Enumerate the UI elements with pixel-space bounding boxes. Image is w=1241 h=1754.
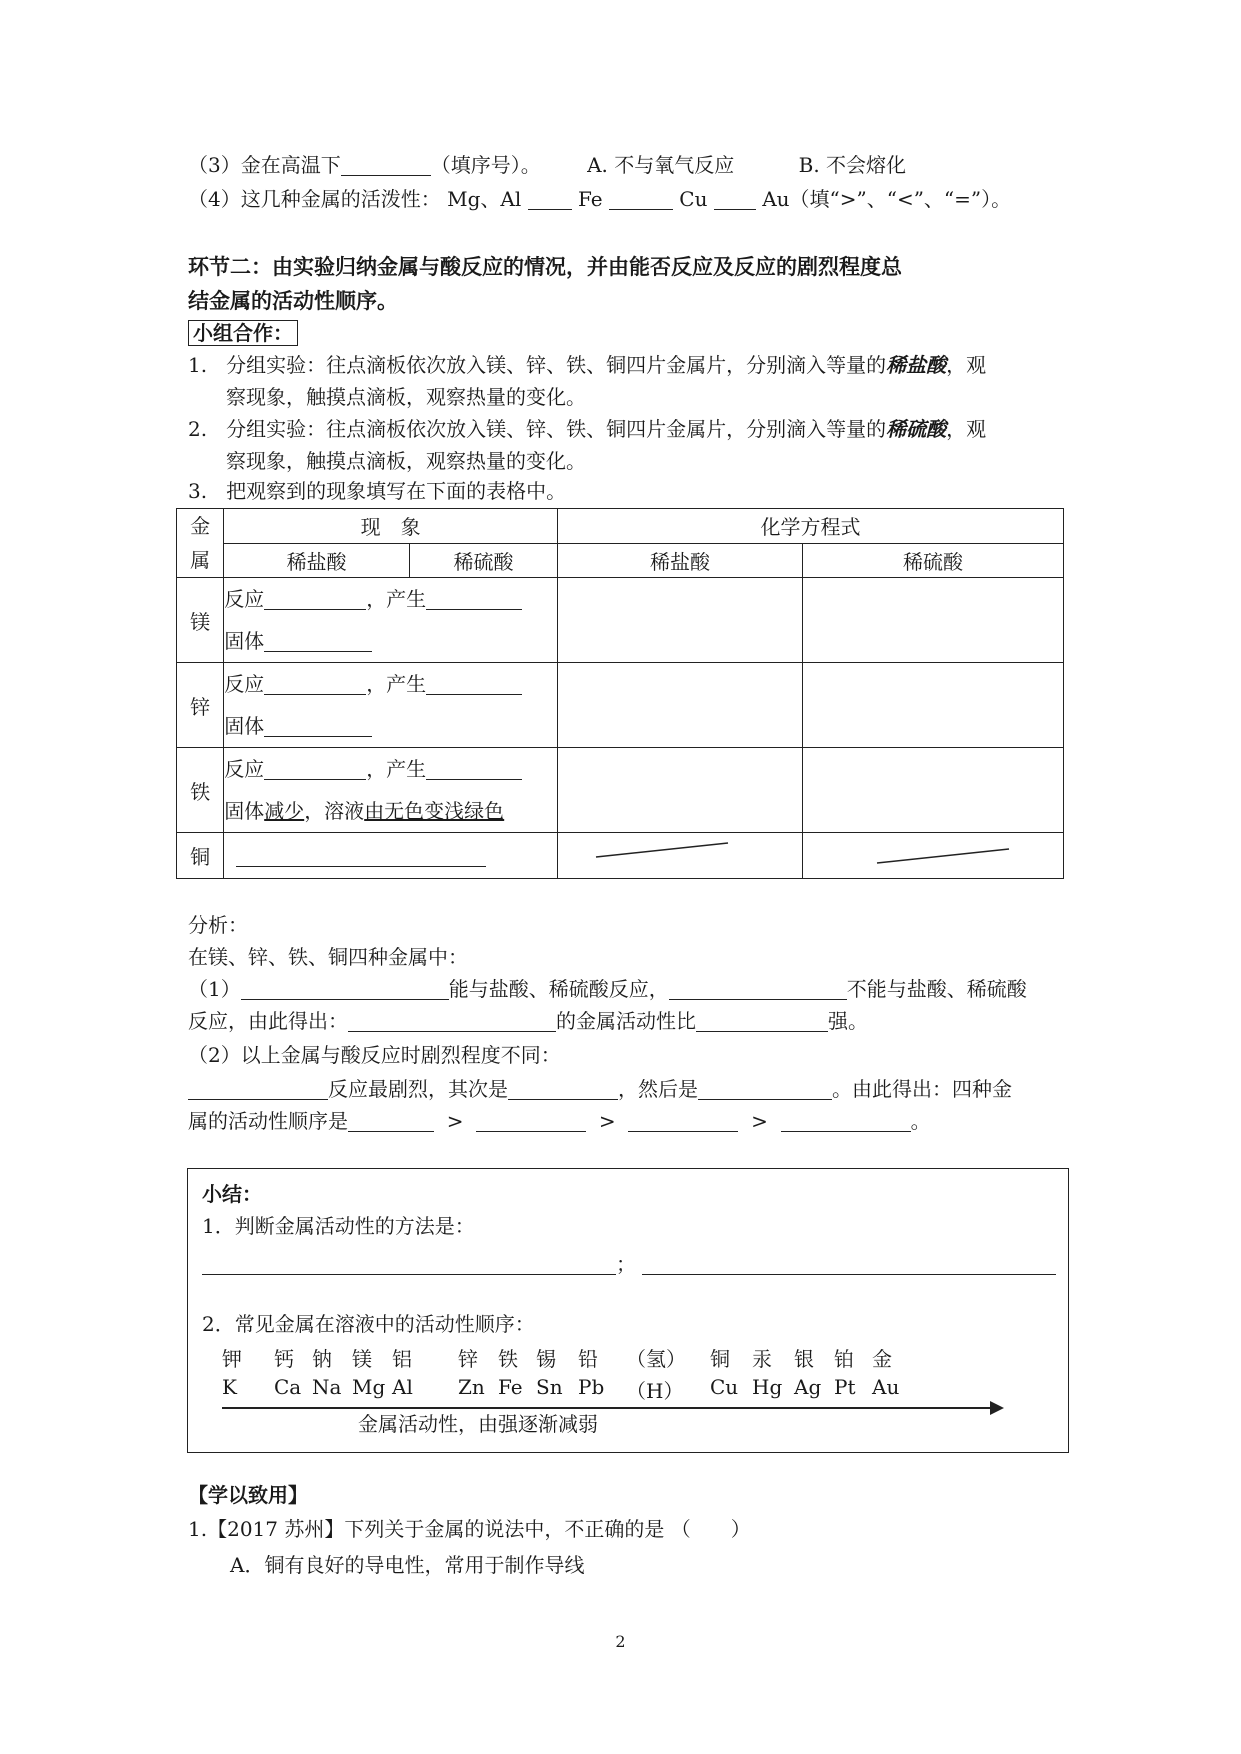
metal-name-cn: 铅 [578,1347,598,1371]
metal-name-cn: 铂 [834,1347,854,1371]
metal-name-cn: 钙 [274,1347,294,1371]
metal-name-cn: （氢） [626,1347,686,1371]
hcl-header: 稀盐酸 [557,543,802,578]
answer-blank[interactable] [781,1109,911,1132]
answer-blank[interactable] [264,757,366,780]
answer-blank[interactable] [264,714,372,737]
observation-cell[interactable]: 反应 ，产生 固体减少，溶液由无色变浅绿色 [224,748,558,833]
analysis-p1: （1） 能与盐酸、稀硫酸反应， 不能与盐酸、稀硫酸 [188,977,1027,1001]
practice-question-1: 1.【2017 苏州】下列关于金属的说法中，不正确的是 （ ） [188,1517,751,1541]
arrow-caption: 金属活动性，由强逐渐减弱 [358,1412,598,1436]
hcl-header: 稀盐酸 [224,543,410,578]
metal-symbol: Al [392,1375,413,1399]
metal-symbol: Ca [274,1375,302,1399]
answer-blank[interactable] [341,153,431,176]
answer-blank[interactable] [426,587,522,610]
answer-blank[interactable] [188,1077,328,1100]
summary-method-blanks: ； [202,1249,1056,1279]
metal-symbol: Hg [752,1375,783,1399]
equation-cell[interactable] [802,748,1063,833]
step-3: 3. 把观察到的现象填写在下面的表格中。 [188,479,567,503]
answer-blank[interactable] [426,672,522,695]
question-3: （3）金在高温下 （填序号）。 A. 不与氧气反应 B. 不会熔化 [188,153,907,177]
summary-title: 小结： [202,1182,262,1206]
equation-cell[interactable] [557,663,802,748]
phenomenon-header: 现 象 [224,509,558,544]
practice-title: 【学以致用】 [188,1483,308,1507]
step-1: 1. 分组实验：往点滴板依次放入镁、锌、铁、铜四片金属片，分别滴入等量的稀盐酸，观 [188,353,987,377]
metal-symbol: Sn [536,1375,563,1399]
answer-blank[interactable] [698,1077,832,1100]
metal-symbol: Pt [834,1375,856,1399]
step-2-cont: 察现象，触摸点滴板，观察热量的变化。 [226,449,586,473]
section-title-line-1: 环节二：由实验归纳金属与酸反应的情况，并由能否反应及反应的剧烈程度总 [188,255,902,279]
question-4: （4）这几种金属的活泼性： Mg、Al Fe Cu Au（填“>”、“<”、“=”）。 [188,187,1012,211]
equation-cell[interactable] [802,663,1063,748]
metal-name: 锌 [177,663,224,748]
equation-cell-crossed [557,833,802,879]
summary-box [187,1168,1069,1453]
answer-blank[interactable] [241,977,449,1000]
step-1-cont: 察现象，触摸点滴板，观察热量的变化。 [226,385,586,409]
observation-cell[interactable]: 反应 ，产生 固体 [224,578,558,663]
answer-blank[interactable] [528,187,572,210]
equation-cell[interactable] [557,748,802,833]
observation-cell[interactable]: 反应 ，产生 固体 [224,663,558,748]
answer-blank[interactable] [628,1109,738,1132]
section-title-line-2: 结金属的活动性顺序。 [188,289,398,313]
metal-symbol: （H） [626,1379,684,1403]
step-2: 2. 分组实验：往点滴板依次放入镁、锌、铁、铜四片金属片，分别滴入等量的稀硫酸，观 [188,417,987,441]
metal-name-cn: 汞 [752,1347,772,1371]
metal-name-cn: 金 [872,1347,892,1371]
metal-name-cn: 钾 [222,1347,242,1371]
metal-name-cn: 铜 [710,1347,730,1371]
analysis-p2: （2）以上金属与酸反应时剧烈程度不同： [188,1043,561,1067]
answer-blank[interactable] [642,1252,1056,1275]
answer-blank[interactable] [264,672,366,695]
table-row [177,833,1064,879]
metal-symbol: Au [872,1375,900,1399]
metal-symbol: Na [312,1375,342,1399]
equation-cell[interactable] [802,578,1063,663]
metal-symbol: Cu [710,1375,739,1399]
analysis-p2-cont: 反应最剧烈，其次是 ，然后是 。由此得出：四种金 [188,1074,1012,1104]
metal-symbol: Fe [498,1375,523,1399]
answer-blank[interactable] [426,757,522,780]
answer-blank[interactable] [348,1109,434,1132]
answer-blank[interactable] [508,1077,618,1100]
answer-blank[interactable] [264,629,372,652]
metal-symbol: Pb [578,1375,605,1399]
metal-symbol: K [222,1375,237,1399]
metal-header: 金 属 [177,509,224,578]
strike-line [803,833,1063,873]
answer-blank[interactable] [202,1252,616,1275]
observation-cell[interactable] [224,833,558,879]
metal-name-cn: 铝 [392,1347,412,1371]
metal-name-cn: 锌 [458,1347,478,1371]
equation-cell[interactable] [557,578,802,663]
analysis-p1-cont: 反应，由此得出： 的金属活动性比 强。 [188,1009,868,1033]
metal-name-cn: 银 [794,1347,814,1371]
page-number: 2 [615,1632,626,1651]
equation-cell-crossed [802,833,1063,879]
metal-name: 铁 [177,748,224,833]
answer-blank[interactable] [714,187,756,210]
equation-header: 化学方程式 [557,509,1063,544]
table-row [177,578,1064,663]
metal-name-cn: 钠 [312,1347,332,1371]
metal-name-cn: 铁 [498,1347,518,1371]
metal-name: 镁 [177,578,224,663]
metal-name-cn: 锡 [536,1347,556,1371]
table-row [177,663,1064,748]
answer-blank[interactable] [264,587,366,610]
practice-option-a: A．铜有良好的导电性，常用于制作导线 [230,1553,585,1577]
table-row [177,748,1064,833]
activity-arrow [222,1407,990,1409]
answer-blank[interactable] [669,977,847,1000]
metal-name: 铜 [177,833,224,879]
group-label: 小组合作： [188,318,298,348]
summary-item-2: 2．常见金属在溶液中的活动性顺序： [202,1312,535,1336]
summary-item-1: 1．判断金属活动性的方法是： [202,1214,475,1238]
answer-blank[interactable] [348,1009,556,1032]
answer-blank[interactable] [236,844,486,867]
metal-symbol: Zn [458,1375,485,1399]
analysis-label: 分析： [188,913,248,937]
metal-symbol: Ag [794,1375,822,1399]
metal-symbol: Mg [352,1375,386,1399]
answer-blank[interactable] [609,187,673,210]
option-a: A. 不与氧气反应 [587,153,735,177]
analysis-intro: 在镁、锌、铁、铜四种金属中： [188,945,468,969]
analysis-order: 属的活动性顺序是 > > > 。 [188,1109,931,1133]
answer-blank[interactable] [476,1109,586,1132]
strike-line [558,833,802,873]
metal-name-cn: 镁 [352,1347,372,1371]
h2so4-header: 稀硫酸 [409,543,557,578]
h2so4-header: 稀硫酸 [802,543,1063,578]
option-b: B. 不会熔化 [798,153,907,177]
observation-table [176,508,1064,879]
answer-blank[interactable] [696,1009,828,1032]
